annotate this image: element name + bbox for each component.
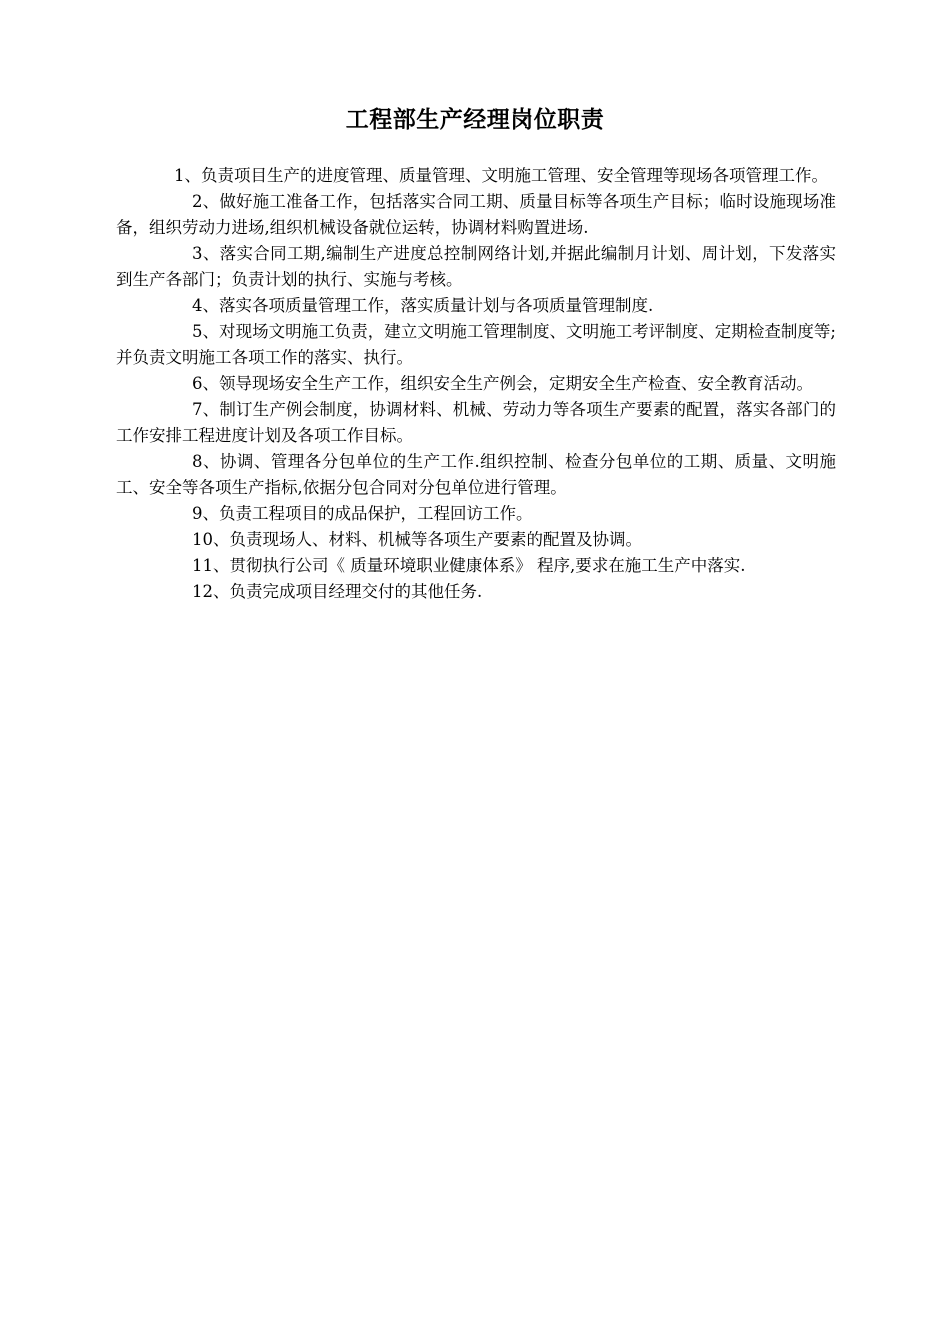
responsibility-item-7: 7、制订生产例会制度，协调材料、机械、劳动力等各项生产要素的配置，落实各部门的工作安排工程进度计划及各项工作目标。	[116, 400, 836, 445]
responsibility-item-4: 4、落实各项质量管理工作，落实质量计划与各项质量管理制度.	[192, 296, 654, 315]
responsibility-item-8: 8、协调、管理各分包单位的生产工作.组织控制、检查分包单位的工期、质量、文明施工、安全等各项生产指标,依据分包合同对分包单位进行管理。	[116, 452, 836, 497]
responsibility-item-6: 6、领导现场安全生产工作，组织安全生产例会，定期安全生产检查、安全教育活动。	[192, 374, 813, 393]
responsibility-item-9: 9、负责工程项目的成品保护，工程回访工作。	[192, 504, 533, 523]
responsibility-item-1: 1、负责项目生产的进度管理、质量管理、文明施工管理、安全管理等现场各项管理工作。	[174, 166, 828, 185]
responsibility-item-2: 2、做好施工准备工作，包括落实合同工期、质量目标等各项生产目标；临时设施现场准备，组织劳动力进场,组织机械设备就位运转，协调材料购置进场.	[116, 192, 836, 237]
responsibility-item-12: 12、负责完成项目经理交付的其他任务.	[192, 582, 483, 601]
responsibility-item-10: 10、负责现场人、材料、机械等各项生产要素的配置及协调。	[192, 530, 642, 549]
responsibility-item-11: 11、贯彻执行公司《 质量环境职业健康体系》 程序,要求在施工生产中落实.	[192, 556, 746, 575]
responsibility-item-3: 3、落实合同工期,编制生产进度总控制网络计划,并据此编制月计划、周计划，下发落实到生产各部门；负责计划的执行、实施与考核。	[116, 244, 836, 289]
responsibility-item-5: 5、对现场文明施工负责，建立文明施工管理制度、文明施工考评制度、定期检查制度等;并负责文明施工各项工作的落实、执行。	[116, 322, 836, 367]
responsibilities-list	[116, 163, 836, 605]
document-title: 工程部生产经理岗位职责	[345, 107, 605, 133]
